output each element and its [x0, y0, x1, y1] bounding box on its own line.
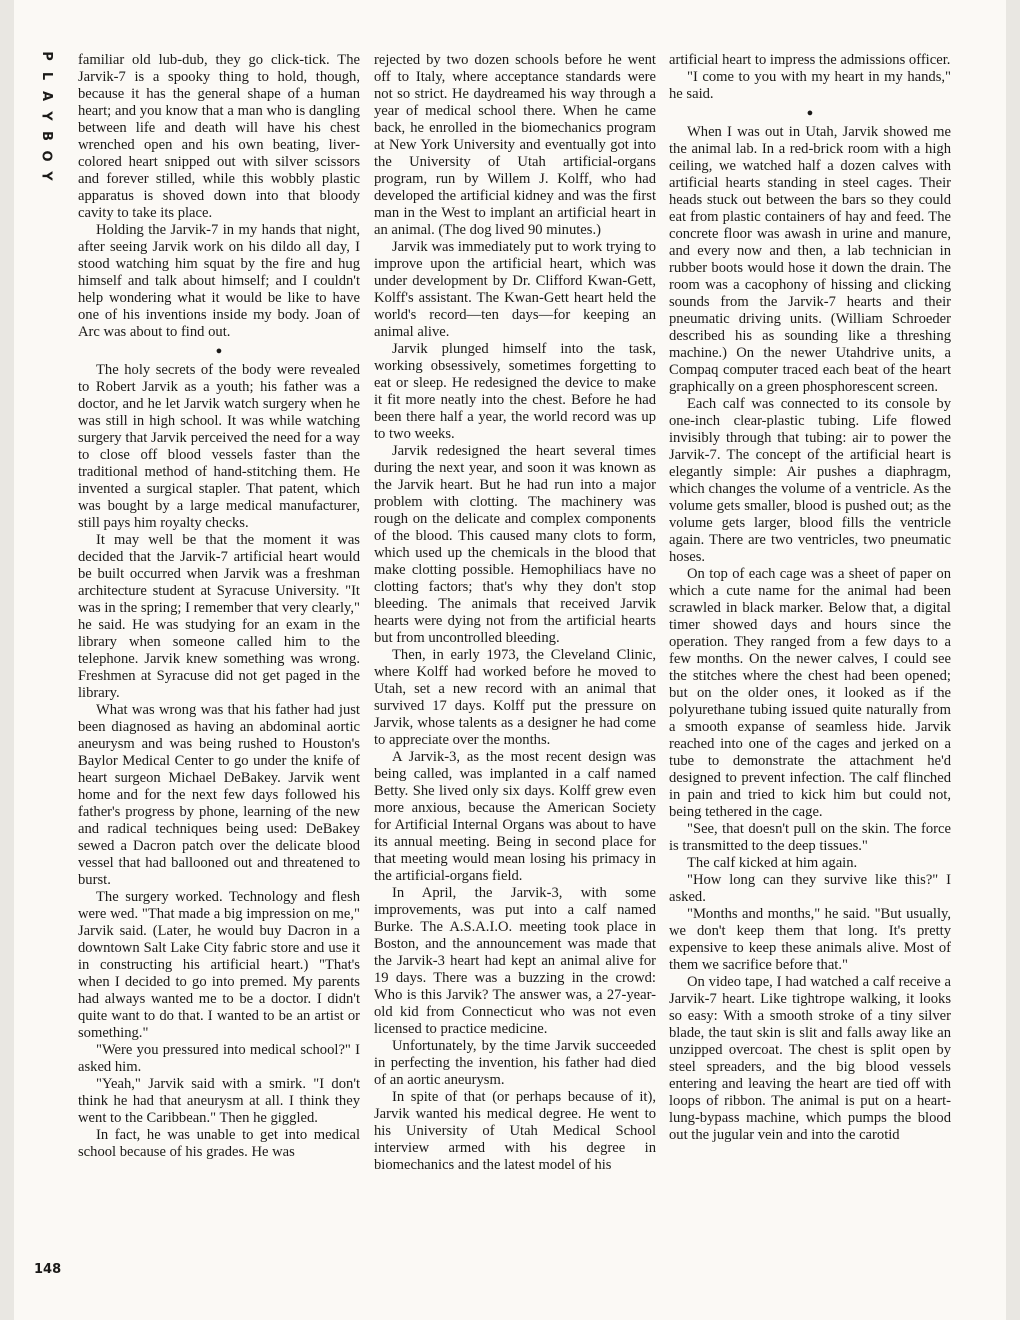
paragraph: Unfortunately, by the time Jarvik succeeded in perfecting the invention, his father had died of an aortic aneurysm. [374, 1038, 656, 1088]
masthead-letter: O [39, 150, 54, 162]
text-column-1 [78, 52, 360, 1284]
paragraph: "Yeah," Jarvik said with a smirk. "I don't think he had that aneurysm at all. I think they went to the Caribbean." Then he giggled. [78, 1076, 360, 1126]
page-number: 148 [34, 1262, 62, 1277]
paragraph: The calf kicked at him again. [687, 855, 858, 871]
masthead-letter: B [38, 131, 54, 141]
paragraph: "See, that doesn't pull on the skin. The force is transmitted to the deep tissues." [669, 821, 951, 854]
paragraph: On video tape, I had watched a calf receive a Jarvik-7 heart. Like tightrope walking, it looks so easy: With a smooth stroke of a tiny silver blade, the taut skin is slit and falls away like an unzipped overcoat. The chest is split open by steel spreaders, and the big blood vessels entering and leaving the heart are tied off with loops of ribbon. The animal is put on a heart-lung-bypass machine, which pumps the blood out the jugular vein and into the carotid [669, 974, 951, 1143]
paragraph: The holy secrets of the body were revealed to Robert Jarvik as a youth; his father was a doctor, and he let Jarvik watch surgery when he was still in high school. It was while watching surgery that Jarvik perceived the need for a way to close off blood vessels faster than the traditional method of hand-stitching them. He invented a surgical stapler. That patent, which was bought by a large medical manufacturer, still pays him royalty checks. [78, 362, 360, 531]
section-separator: ● [806, 107, 814, 119]
paragraph: When I was out in Utah, Jarvik showed me the animal lab. In a red-brick room with a high ceiling, we watched half a dozen calves with artificial hearts standing in steel cages. Their heads stuck out between the bars so they could eat from plastic containers of hay and feed. The concrete floor was awash in urine and manure, and every now and then, a lab technician in rubber boots would hose it down the drain. The room was a cacophony of hissing and clicking sounds from the Jarvik-7 hearts and their pneumatic driving units. (William Schroeder described his as sounding like a threshing machine.) On the newer Utahdrive units, a Compaq computer traced each beat of the heart graphically on a green phosphorescent screen. [669, 124, 951, 395]
paragraph: familiar old lub-dub, they go click-tick. The Jarvik-7 is a spooky thing to hold, though, because it has the general shape of a human heart; and you know that a man who is dangling between life and death will have his chest wrenched open and his own beating, liver-colored heart snipped out with silver scissors and forever stilled, while this wobbly plastic apparatus is shoved down into that bloody cavity to take its place. [78, 52, 360, 221]
paragraph: The surgery worked. Technology and flesh were wed. "That made a big impression on me," Jarvik said. (Later, he would buy Dacron in a downtown Salt Lake City fabric store and use it in constructing his artificial heart.) "That's when I decided to go into premed. My parents had always wanted me to be a doctor. I didn't quite want to do that. I wanted to be an artist or something." [78, 889, 360, 1041]
paragraph: On top of each cage was a sheet of paper on which a cute name for the animal had been scrawled in black marker. Below that, a digital timer showed days and hours since the operation. They ranged from a few days to a few months. On the newer calves, I could see the stitches where the chest had been opened; but on the older ones, it looked as if the polyurethane tubing issued quite naturally from a smooth expanse of seamless hide. Jarvik reached into one of the cages and jerked on a tube to demonstrate the attachment he'd designed to prevent infection. The calf flinched in pain and tried to kick him but could not, being tethered in the cage. [669, 566, 951, 820]
paragraph: Each calf was connected to its console by one-inch clear-plastic tubing. Life flowed invisibly through that tubing: air to power the Jarvik-7. The concept of the artificial heart is elegantly simple: Air pushes a diaphragm, which changes the volume of a ventricle. As the volume gets smaller, blood is pushed out; as the volume gets larger, blood fills the ventricle again. There are two ventricles, two pneumatic hoses. [669, 396, 951, 565]
masthead-letter: Y [38, 111, 54, 121]
text-column-2 [374, 52, 656, 1284]
paragraph: artificial heart to impress the admissions officer. [669, 52, 951, 68]
paragraph: Then, in early 1973, the Cleveland Clinic, where Kolff had worked before he moved to Utah, set a new record with an animal that survived 17 days. Kolff put the pressure on Jarvik, whose talents as a designer he had come to appreciate over the months. [374, 647, 656, 748]
paragraph: A Jarvik-3, as the most recent design was being called, was implanted in a calf named Betty. She lived only six days. Kolff grew even more anxious, because the American Society for Artificial Internal Organs was about to have its annual meeting. Being in second place for that meeting would mean losing his primacy in the artificial-organs field. [374, 749, 656, 884]
paragraph: "How long can they survive like this?" I asked. [669, 872, 951, 905]
paragraph: "Were you pressured into medical school?" I asked him. [78, 1042, 360, 1075]
paragraph: Holding the Jarvik-7 in my hands that night, after seeing Jarvik work on his dildo all day, I stood watching him squat by the fire and hug himself and talk about himself; and I couldn't help wondering what it would be like to have one of his inventions inside my body. Joan of Arc was about to find out. [78, 222, 360, 340]
section-separator: ● [215, 345, 223, 357]
paragraph: rejected by two dozen schools before he went off to Italy, where acceptance standards were not so strict. He daydreamed his way through a year of medical school there. When he came back, he enrolled in the biomechanics program at New York University and eventually got into the University of Utah artificial-organs program, run by Willem J. Kolff, who had developed the artificial kidney and was the first man in the West to implant an artificial heart in an animal. (The dog lived 90 minutes.) [374, 52, 656, 238]
masthead [34, 48, 58, 184]
masthead-letter: P [39, 51, 54, 61]
paragraph: "I come to you with my heart in my hands," he said. [669, 69, 951, 102]
paragraph: Jarvik plunged himself into the task, working obsessively, sometimes forgetting to eat or sleep. He redesigned the device to make it fit more neatly into the chest. Before he had been there half a year, the world record was up to two weeks. [374, 341, 656, 442]
text-column-3 [669, 52, 951, 1284]
paragraph: What was wrong was that his father had just been diagnosed as having an abdominal aortic aneurysm and was being rushed to Houston's Baylor Medical Center to go under the knife of heart surgeon Michael DeBakey. Jarvik went home and for the next few days followed his father's progress by phone, learning of the new and radical techniques being used: DeBakey sewed a Dacron patch over the delicate blood vessel that had ballooned out and threatened to burst. [78, 702, 360, 888]
masthead-letter: Y [38, 171, 54, 181]
masthead-letter: L [38, 71, 54, 81]
magazine-page [14, 0, 1006, 1320]
paragraph: Jarvik redesigned the heart several times during the next year, and soon it was known as the Jarvik heart. But he had run into a major problem with clotting. The machinery was rough on the delicate and complex components of the blood. This caused many clots to form, which used up the chemicals in the blood that make clotting possible. Hemophiliacs have no clotting factors; that's why they don't stop bleeding. The animals that received Jarvik hearts were dying not from the artificial hearts but from uncontrolled bleeding. [374, 443, 656, 646]
masthead-letter: A [39, 90, 54, 102]
paragraph: In April, the Jarvik-3, with some improvements, was put into a calf named Burke. The A.S.A.I.O. meeting took place in Boston, and the announcement was made that the Jarvik-3 heart had kept an animal alive for 19 days. There was a buzzing in the crowd: Who is this Jarvik? The answer was, a 27-year-old kid from Connecticut who was not even licensed to practice medicine. [374, 885, 656, 1037]
paragraph: "Months and months," he said. "But usually, we don't keep them that long. It's pretty expensive to keep these animals alive. Most of them we sacrifice before that." [669, 906, 951, 973]
paragraph: In spite of that (or perhaps because of it), Jarvik wanted his medical degree. He went to his University of Utah Medical School interview armed with his degree in biomechanics and the latest model of his [374, 1089, 656, 1173]
paragraph: Jarvik was immediately put to work trying to improve upon the artificial heart, which was under development by Dr. Clifford Kwan-Gett, Kolff's assistant. The Kwan-Gett heart held the world's record—ten days—for keeping an animal alive. [374, 239, 656, 340]
paragraph: It may well be that the moment it was decided that the Jarvik-7 artificial heart would be built occurred when Jarvik was a freshman architecture student at Syracuse University. "It was in the spring; I remember that very clearly," he said. He was studying for an exam in the library when someone called him to the telephone. Jarvik knew something was wrong. Freshmen at Syracuse did not get paged in the library. [78, 532, 360, 701]
paragraph: In fact, he was unable to get into medical school because of his grades. He was [78, 1127, 360, 1160]
